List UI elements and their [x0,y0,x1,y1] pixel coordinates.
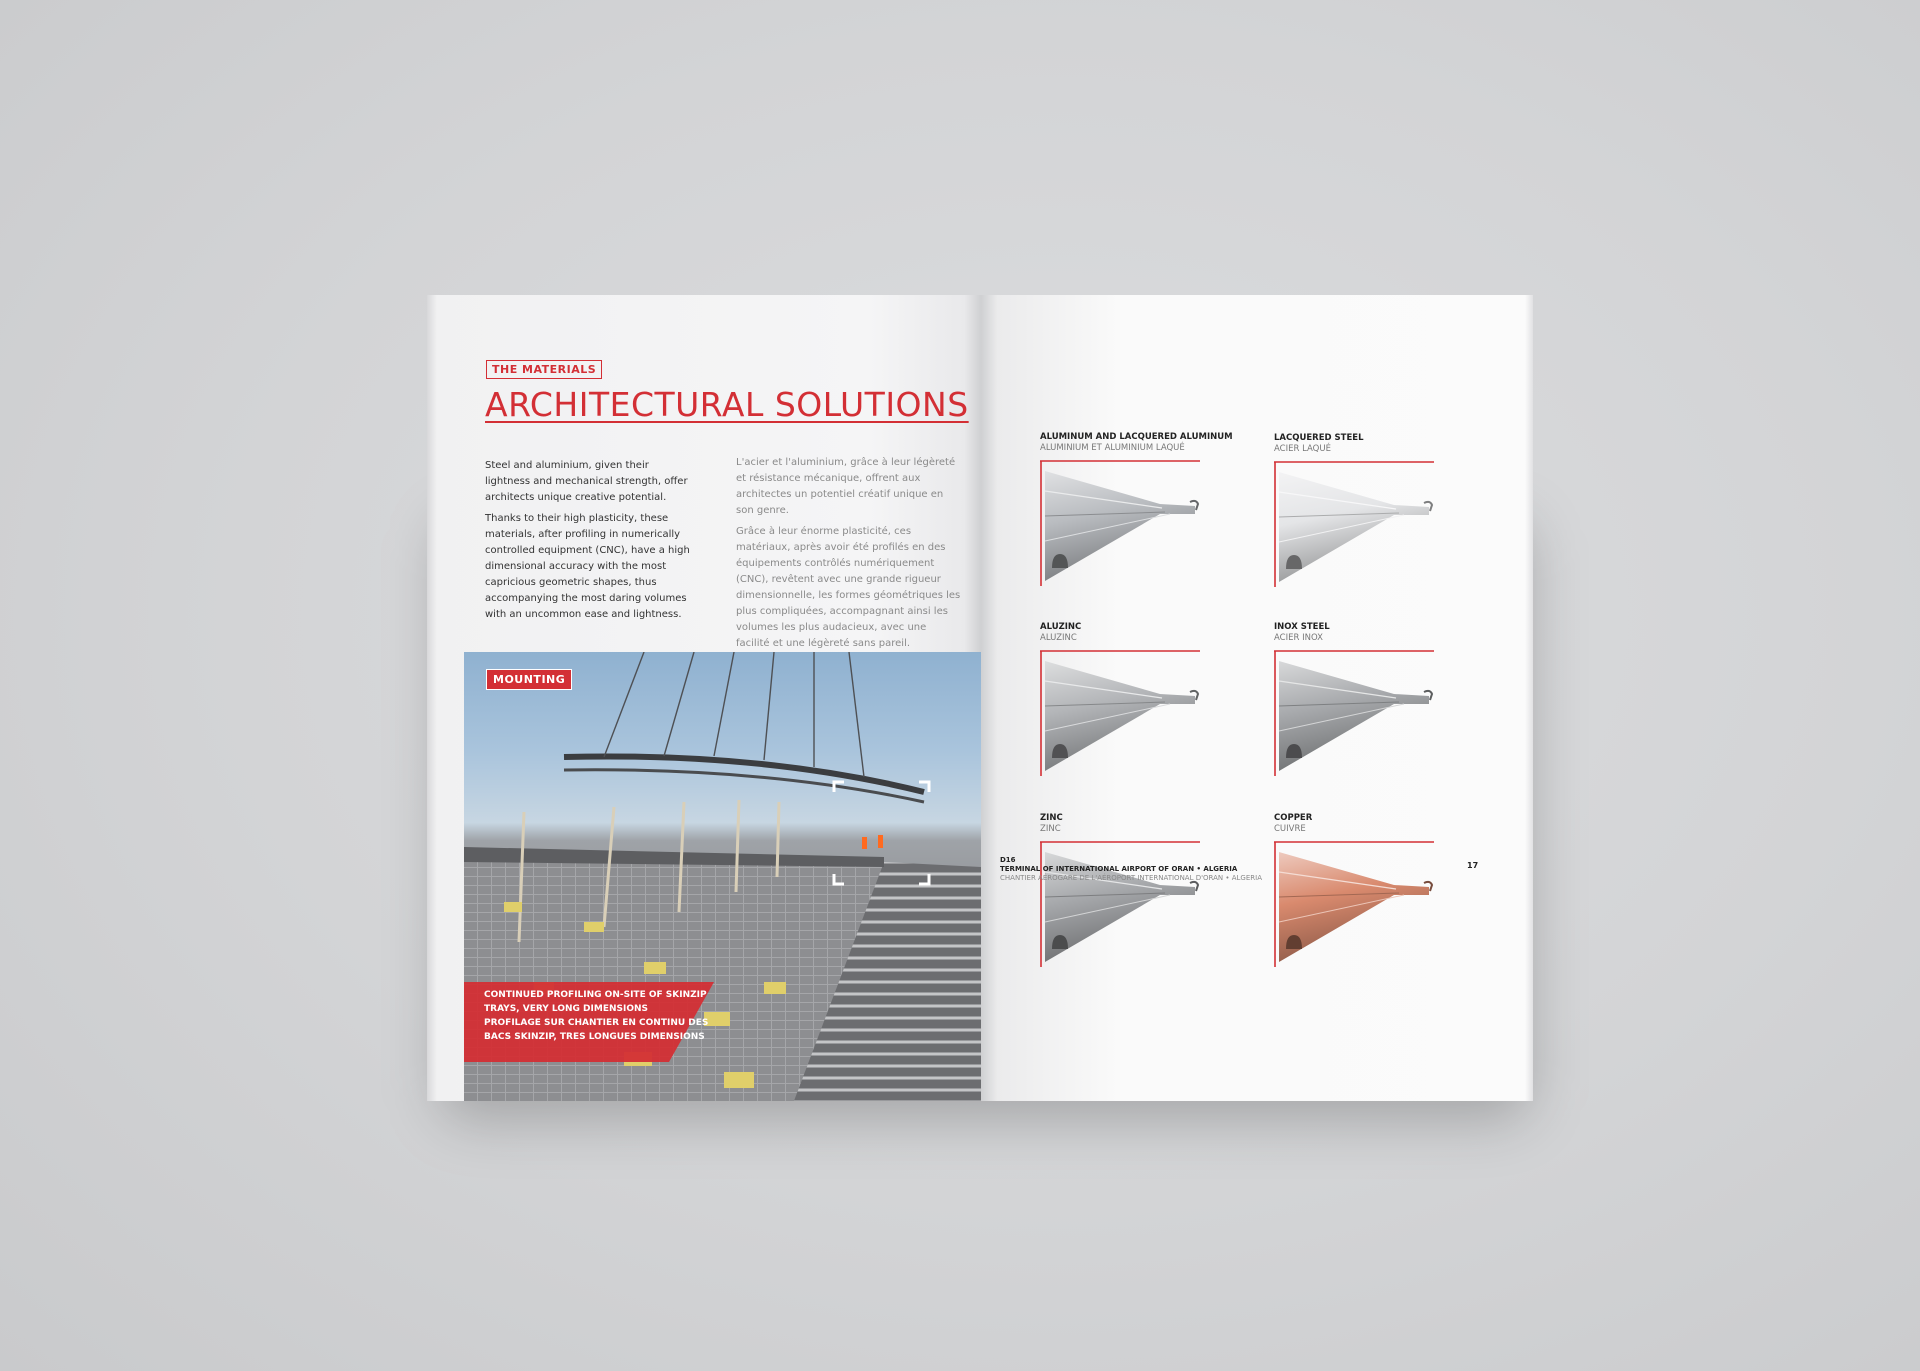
material-card [1274,813,1434,834]
page-title: ARCHITECTURAL SOLUTIONS [485,385,969,424]
footer-english: TERMINAL OF INTERNATIONAL AIRPORT OF ORAN • ALGERIA [1000,865,1238,873]
french-paragraph: L'acier et l'aluminium, grâce à leur légèreté et résistance mécanique, offrent aux architectes un potentiel créatif unique en son genre. [736,457,956,516]
footer-mark: D16 [1000,856,1016,864]
page-number: 17 [1467,861,1479,870]
material-name: ALUZINC [1040,622,1082,632]
caption-line: TRAYS, VERY LONG DIMENSIONS [484,1004,648,1014]
material-card [1274,622,1434,643]
caption-line: CONTINUED PROFILING ON-SITE OF SKINZIP [484,990,707,1000]
profile-sample-image [1274,837,1434,967]
french-paragraph: Grâce à leur énorme plasticité, ces matériaux, après avoir été profilés en des équipements contrôlés numériquement (CNC), revêtent avec une grande rigueur dimensionnelle, les formes géométriques les plus compliquées, accompagnant ainsi les volumes les plus audacieux, avec une facilité et une légèreté sans pareil. [736,526,961,649]
material-card [1040,432,1233,453]
english-paragraph: Steel and aluminium, given their lightness and mechanical strength, offer architects unique creative potential. [485,460,688,503]
construction-photo [464,652,981,1101]
material-subtitle: ZINC [1040,824,1061,834]
footer-french: CHANTIER AÉROGARE DE L'AÉROPORT INTERNATIONAL D'ORAN • ALGERIA [1000,874,1262,882]
material-subtitle: ACIER LAQUÉ [1274,444,1331,454]
material-name: LACQUERED STEEL [1274,433,1364,443]
material-card [1040,813,1200,834]
profile-sample-image [1274,646,1434,776]
section-tag: THE MATERIALS [486,360,602,379]
profile-sample-image [1040,837,1200,967]
material-subtitle: ALUZINC [1040,633,1077,643]
profile-sample-image [1040,646,1200,776]
photo-tag: MOUNTING [486,669,572,690]
material-name: ALUMINUM AND LACQUERED ALUMINUM [1040,432,1233,442]
material-subtitle: ALUMINIUM ET ALUMINIUM LAQUÉ [1040,443,1185,453]
material-subtitle: ACIER INOX [1274,633,1323,643]
material-name: INOX STEEL [1274,622,1330,632]
material-card [1040,622,1200,643]
right-page [981,295,1533,1101]
caption-line: BACS SKINZIP, TRES LONGUES DIMENSIONS [484,1032,705,1042]
profile-sample-image [1274,457,1434,587]
material-name: COPPER [1274,813,1313,823]
english-text-column [485,458,695,628]
french-text-column [736,455,961,657]
caption-line: PROFILAGE SUR CHANTIER EN CONTINU DES [484,1018,709,1028]
left-page [427,295,981,1101]
english-paragraph: Thanks to their high plasticity, these materials, after profiling in numerically controlled equipment (CNC), have a high dimensional accuracy with the most capricious geometric shapes, thus accompanying the most daring volumes with an uncommon ease and lightness. [485,513,690,620]
material-card [1274,433,1434,454]
material-name: ZINC [1040,813,1063,823]
profile-sample-image [1040,456,1200,586]
material-subtitle: CUIVRE [1274,824,1306,834]
